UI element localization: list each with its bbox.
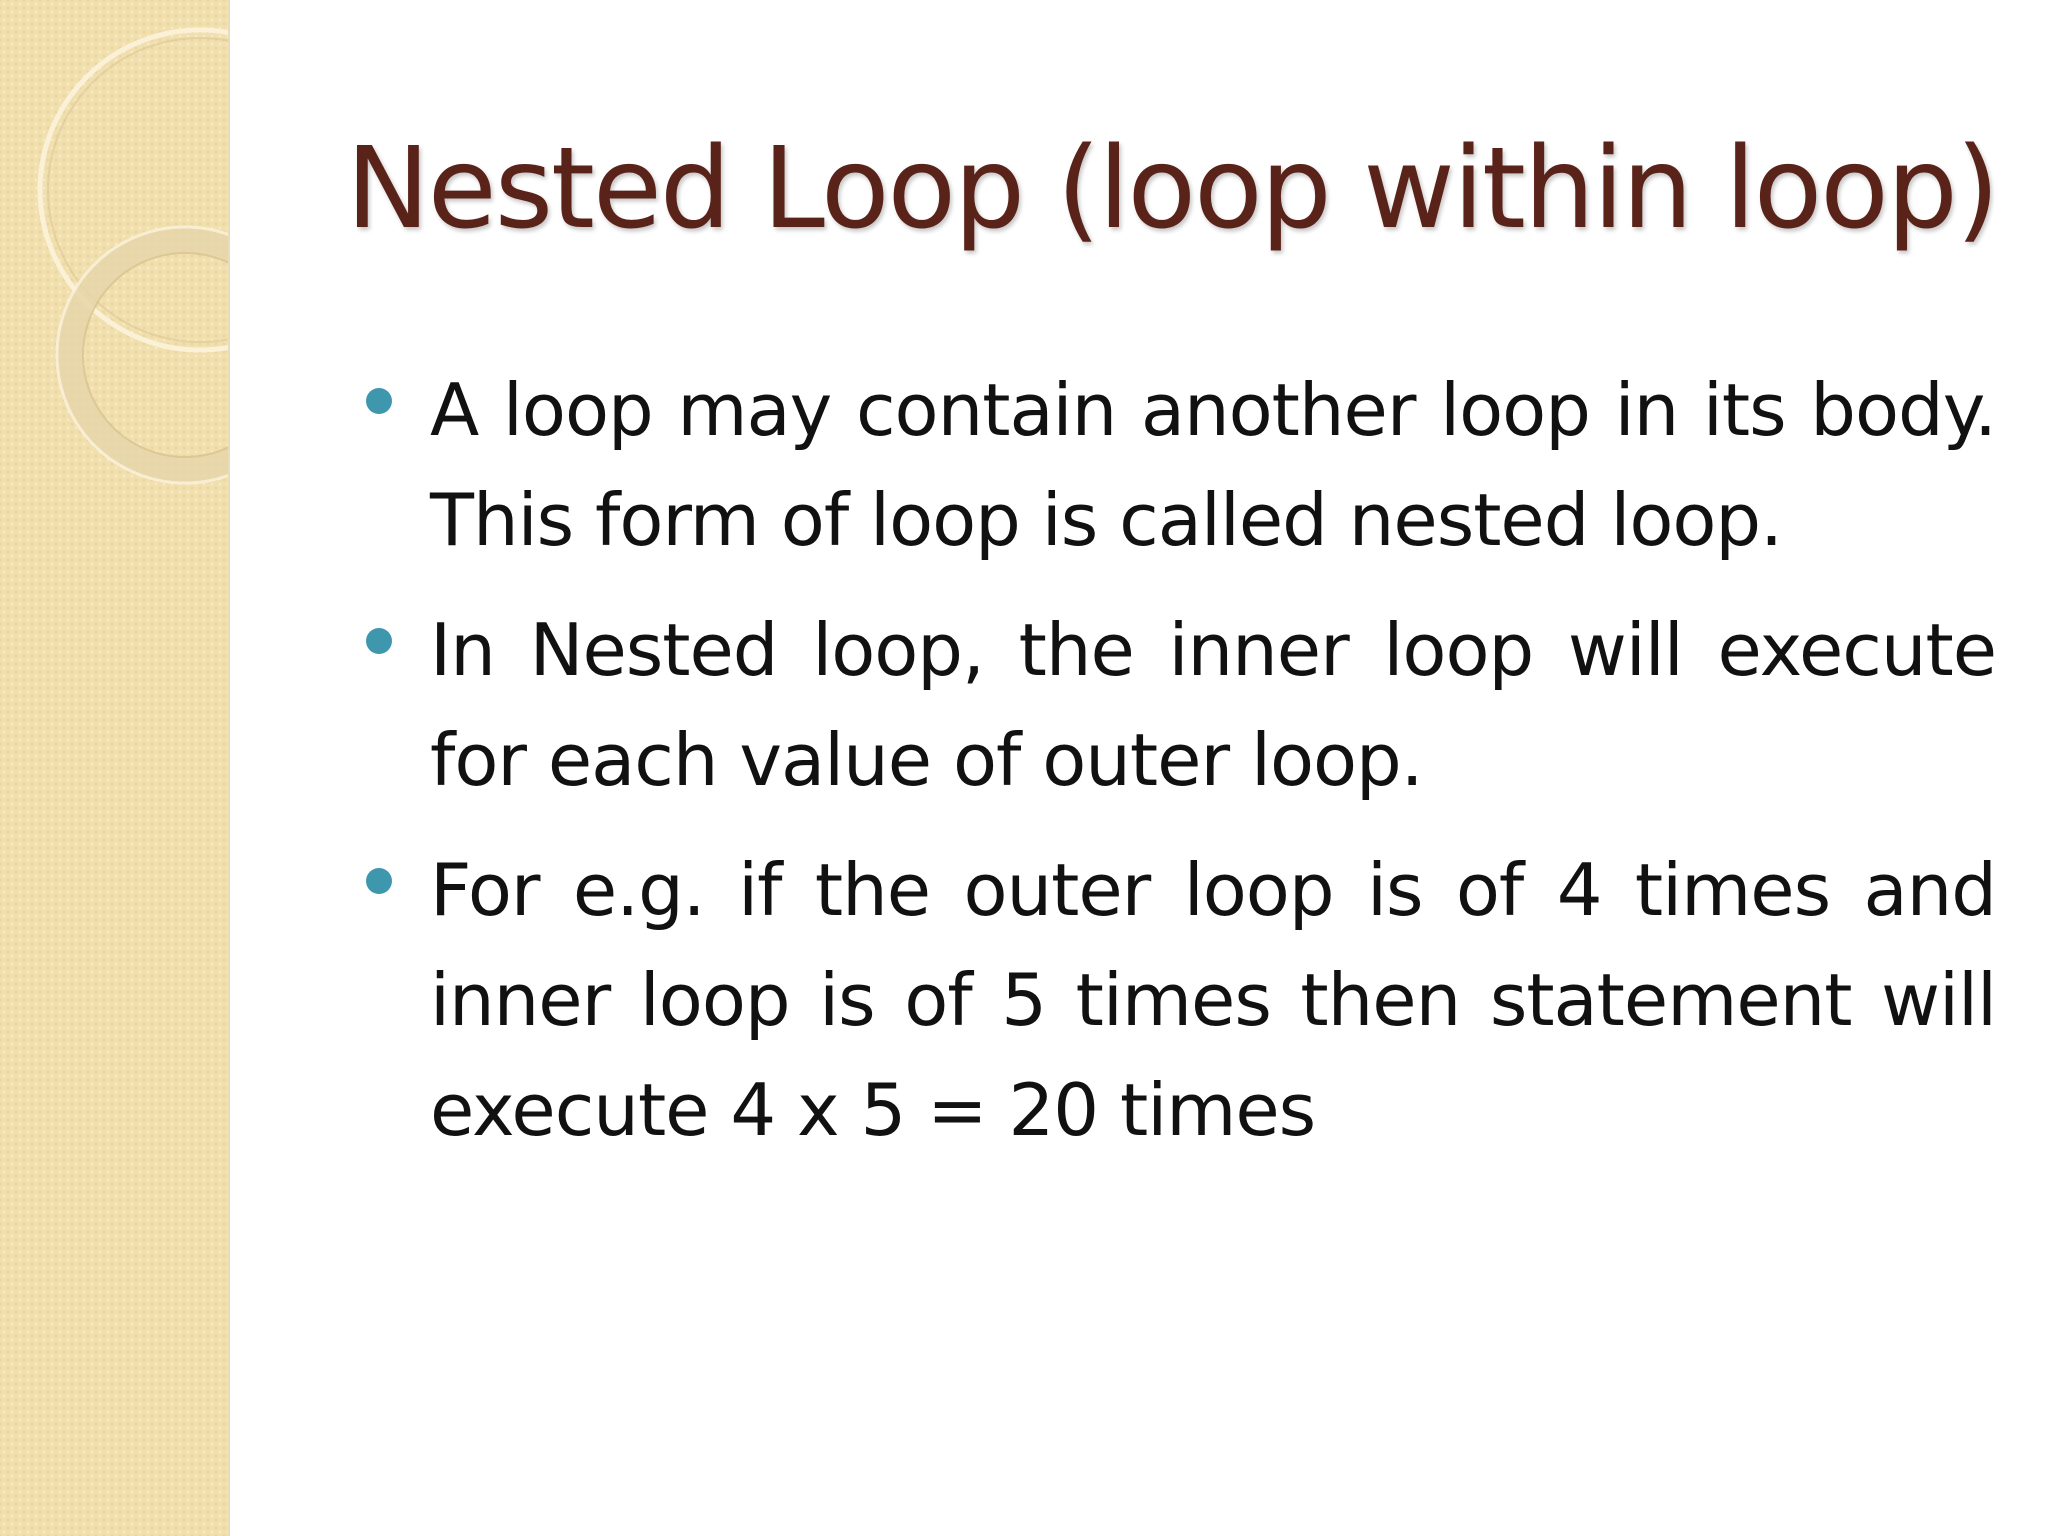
bullet-item [366,835,1996,1165]
bullet-text: For e.g. if the outer loop is of 4 times and inner loop is of 5 times then statement will execute 4 x 5 = 20 times [430,848,1996,1152]
decorative-rings-icon [0,0,228,520]
bullet-text: A loop may contain another loop in its body. This form of loop is called nested loop. [430,368,1996,562]
bullet-item [366,355,1996,575]
bullet-dot-icon [366,388,392,414]
bullet-text: In Nested loop, the inner loop will execute for each value of outer loop. [430,608,1996,802]
bullet-list [366,355,1996,1185]
bullet-item [366,595,1996,815]
bullet-dot-icon [366,868,392,894]
bullet-dot-icon [366,628,392,654]
decorative-side-band [0,0,230,1536]
slide-title: Nested Loop (loop within loop) [346,124,1998,254]
